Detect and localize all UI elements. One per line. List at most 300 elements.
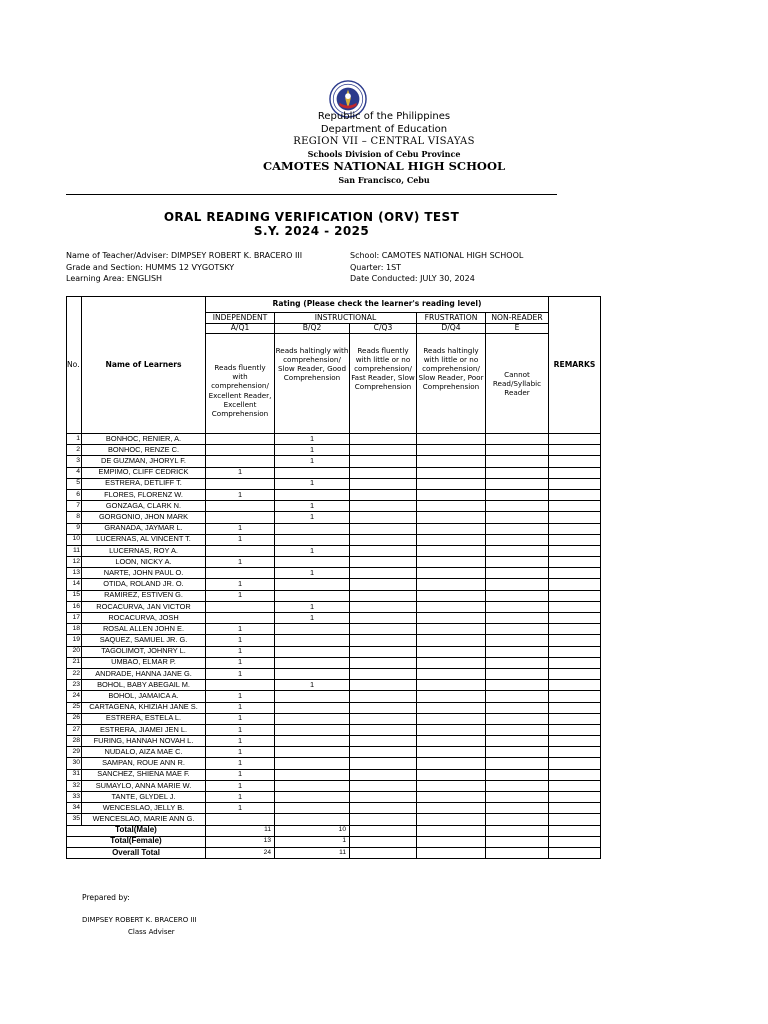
rating-d-cell[interactable] <box>417 613 486 624</box>
rating-b-cell[interactable] <box>275 657 350 668</box>
total-d <box>417 825 486 836</box>
orv-table <box>66 296 601 859</box>
code-c: C/Q3 <box>350 324 417 334</box>
rating-e-cell[interactable] <box>486 747 549 758</box>
rating-a-cell[interactable]: 1 <box>206 534 275 545</box>
remarks-cell[interactable] <box>549 456 601 467</box>
rating-b-cell[interactable]: 1 <box>275 601 350 612</box>
rating-d-cell[interactable] <box>417 434 486 445</box>
learner-name: CARTAGENA, KHIZIAH JANE S. <box>82 702 206 713</box>
total-a: 24 <box>206 847 275 858</box>
rating-b-cell[interactable] <box>275 780 350 791</box>
rating-a-cell[interactable]: 1 <box>206 758 275 769</box>
row-number: 17 <box>67 613 82 624</box>
remarks-cell[interactable] <box>549 445 601 456</box>
rating-d-cell[interactable] <box>417 523 486 534</box>
code-a: A/Q1 <box>206 324 275 334</box>
rating-e-cell[interactable] <box>486 568 549 579</box>
rating-d-cell[interactable] <box>417 635 486 646</box>
rating-d-cell[interactable] <box>417 657 486 668</box>
table-row <box>67 601 601 612</box>
rating-b-cell[interactable]: 1 <box>275 512 350 523</box>
remarks-cell[interactable] <box>549 590 601 601</box>
rating-a-cell[interactable]: 1 <box>206 668 275 679</box>
rating-c-cell[interactable] <box>350 736 417 747</box>
rating-d-cell[interactable] <box>417 478 486 489</box>
rating-c-cell[interactable] <box>350 680 417 691</box>
info-grade: Grade and Section: HUMMS 12 VYGOTSKY <box>66 263 235 272</box>
rating-c-cell[interactable] <box>350 601 417 612</box>
remarks-cell[interactable] <box>549 691 601 702</box>
rating-b-cell[interactable] <box>275 691 350 702</box>
rating-b-cell[interactable] <box>275 668 350 679</box>
rating-c-cell[interactable] <box>350 780 417 791</box>
rating-e-cell[interactable] <box>486 601 549 612</box>
rating-c-cell[interactable] <box>350 445 417 456</box>
rating-a-cell[interactable]: 1 <box>206 523 275 534</box>
learner-name: NARTE, JOHN PAUL O. <box>82 568 206 579</box>
table-row <box>67 590 601 601</box>
rating-e-cell[interactable] <box>486 769 549 780</box>
rating-d-cell[interactable] <box>417 792 486 803</box>
rating-e-cell[interactable] <box>486 545 549 556</box>
rating-e-cell[interactable] <box>486 758 549 769</box>
total-label: Overall Total <box>67 847 206 858</box>
learner-name: BONHOC, RENZE C. <box>82 445 206 456</box>
table-row <box>67 579 601 590</box>
remarks-cell[interactable] <box>549 780 601 791</box>
learner-name: ESTRERA, ESTELA L. <box>82 713 206 724</box>
header-department: Department of Education <box>320 124 448 135</box>
table-row <box>67 769 601 780</box>
rating-e-cell[interactable] <box>486 736 549 747</box>
rating-b-cell[interactable]: 1 <box>275 434 350 445</box>
rating-e-cell[interactable] <box>486 467 549 478</box>
rating-a-cell[interactable] <box>206 445 275 456</box>
rating-c-cell[interactable] <box>350 792 417 803</box>
preparer-name: DIMPSEY ROBERT K. BRACERO III <box>82 916 197 924</box>
total-a: 13 <box>206 836 275 847</box>
rating-c-cell[interactable] <box>350 803 417 814</box>
rating-a-cell[interactable]: 1 <box>206 792 275 803</box>
row-number: 8 <box>67 512 82 523</box>
rating-e-cell[interactable] <box>486 691 549 702</box>
rating-b-cell[interactable] <box>275 557 350 568</box>
rating-e-cell[interactable] <box>486 434 549 445</box>
rating-c-cell[interactable] <box>350 501 417 512</box>
rating-d-cell[interactable] <box>417 456 486 467</box>
rating-a-cell[interactable] <box>206 814 275 825</box>
rating-c-cell[interactable] <box>350 713 417 724</box>
total-d <box>417 836 486 847</box>
remarks-cell[interactable] <box>549 702 601 713</box>
rating-a-cell[interactable]: 1 <box>206 646 275 657</box>
rating-c-cell[interactable] <box>350 747 417 758</box>
desc-c: Reads fluently with little or no comprehension/ Fast Reader, Slow Comprehension <box>350 334 417 434</box>
row-number: 3 <box>67 456 82 467</box>
rating-b-cell[interactable] <box>275 702 350 713</box>
rating-c-cell[interactable] <box>350 467 417 478</box>
rating-c-cell[interactable] <box>350 568 417 579</box>
remarks-cell[interactable] <box>549 478 601 489</box>
rating-b-cell[interactable] <box>275 769 350 780</box>
no-header: No. <box>67 297 82 434</box>
table-row <box>67 736 601 747</box>
info-teacher: Name of Teacher/Adviser: DIMPSEY ROBERT K. BRACERO III <box>66 251 303 260</box>
total-b: 11 <box>275 847 350 858</box>
rating-c-cell[interactable] <box>350 523 417 534</box>
remarks-cell[interactable] <box>549 568 601 579</box>
rating-b-cell[interactable] <box>275 792 350 803</box>
total-a: 11 <box>206 825 275 836</box>
rating-d-cell[interactable] <box>417 814 486 825</box>
info-area: Learning Area: ENGLISH <box>66 274 163 283</box>
rating-d-cell[interactable] <box>417 501 486 512</box>
name-header: Name of Learners <box>82 297 206 434</box>
rating-c-cell[interactable] <box>350 478 417 489</box>
rating-b-cell[interactable] <box>275 534 350 545</box>
rating-d-cell[interactable] <box>417 624 486 635</box>
rating-c-cell[interactable] <box>350 657 417 668</box>
remarks-cell[interactable] <box>549 635 601 646</box>
remarks-cell[interactable] <box>549 803 601 814</box>
rating-c-cell[interactable] <box>350 624 417 635</box>
rating-c-cell[interactable] <box>350 769 417 780</box>
rating-d-cell[interactable] <box>417 724 486 735</box>
rating-b-cell[interactable] <box>275 624 350 635</box>
row-number: 29 <box>67 747 82 758</box>
rating-e-cell[interactable] <box>486 624 549 635</box>
remarks-cell[interactable] <box>549 489 601 500</box>
table-row <box>67 501 601 512</box>
rating-e-cell[interactable] <box>486 814 549 825</box>
rating-a-cell[interactable] <box>206 456 275 467</box>
total-b: 10 <box>275 825 350 836</box>
remarks-cell[interactable] <box>549 545 601 556</box>
rating-a-cell[interactable] <box>206 501 275 512</box>
learner-name: ANDRADE, HANNA JANE G. <box>82 668 206 679</box>
rating-b-cell[interactable]: 1 <box>275 680 350 691</box>
remarks-cell[interactable] <box>549 624 601 635</box>
table-row <box>67 724 601 735</box>
remarks-cell[interactable] <box>549 792 601 803</box>
rating-a-cell[interactable] <box>206 680 275 691</box>
rating-d-cell[interactable] <box>417 769 486 780</box>
rating-c-cell[interactable] <box>350 557 417 568</box>
rating-e-cell[interactable] <box>486 646 549 657</box>
rating-d-cell[interactable] <box>417 512 486 523</box>
learner-name: WENCESLAO, MARIE ANN G. <box>82 814 206 825</box>
rating-b-cell[interactable] <box>275 736 350 747</box>
remarks-cell[interactable] <box>549 601 601 612</box>
rating-e-cell[interactable] <box>486 478 549 489</box>
rating-b-cell[interactable] <box>275 579 350 590</box>
learner-name: GRANADA, JAYMAR L. <box>82 523 206 534</box>
total-b: 1 <box>275 836 350 847</box>
table-row <box>67 467 601 478</box>
remarks-cell[interactable] <box>549 613 601 624</box>
rating-b-cell[interactable]: 1 <box>275 545 350 556</box>
level-instructional: INSTRUCTIONAL <box>275 313 417 324</box>
rating-b-cell[interactable] <box>275 590 350 601</box>
rating-c-cell[interactable] <box>350 646 417 657</box>
rating-a-cell[interactable]: 1 <box>206 702 275 713</box>
header-region: REGION VII – CENTRAL VISAYAS <box>293 136 475 147</box>
table-row <box>67 624 601 635</box>
rating-a-cell[interactable]: 1 <box>206 724 275 735</box>
table-row <box>67 635 601 646</box>
row-number: 6 <box>67 489 82 500</box>
rating-d-cell[interactable] <box>417 579 486 590</box>
remarks-cell[interactable] <box>549 646 601 657</box>
rating-c-cell[interactable] <box>350 702 417 713</box>
rating-a-cell[interactable] <box>206 434 275 445</box>
learner-name: ESTRERA, DETLIFF T. <box>82 478 206 489</box>
row-number: 12 <box>67 557 82 568</box>
rating-e-cell[interactable] <box>486 489 549 500</box>
table-row <box>67 545 601 556</box>
row-number: 31 <box>67 769 82 780</box>
rating-d-cell[interactable] <box>417 467 486 478</box>
rating-b-cell[interactable] <box>275 814 350 825</box>
rating-d-cell[interactable] <box>417 568 486 579</box>
rating-d-cell[interactable] <box>417 534 486 545</box>
rating-b-cell[interactable]: 1 <box>275 613 350 624</box>
rating-d-cell[interactable] <box>417 545 486 556</box>
rating-d-cell[interactable] <box>417 780 486 791</box>
learner-name: RAMIREZ, ESTIVEN G. <box>82 590 206 601</box>
rating-e-cell[interactable] <box>486 724 549 735</box>
rating-c-cell[interactable] <box>350 590 417 601</box>
rating-c-cell[interactable] <box>350 456 417 467</box>
rating-e-cell[interactable] <box>486 579 549 590</box>
learner-name: BONHOC, RENIER, A. <box>82 434 206 445</box>
rating-c-cell[interactable] <box>350 545 417 556</box>
rating-a-cell[interactable]: 1 <box>206 624 275 635</box>
rating-a-cell[interactable]: 1 <box>206 635 275 646</box>
table-row <box>67 534 601 545</box>
rating-c-cell[interactable] <box>350 758 417 769</box>
rating-e-cell[interactable] <box>486 456 549 467</box>
table-row <box>67 657 601 668</box>
header-republic: Republic of the Philippines <box>317 111 451 122</box>
learner-name: ESTRERA, JIAMEI JEN L. <box>82 724 206 735</box>
rating-c-cell[interactable] <box>350 489 417 500</box>
total-remarks <box>549 825 601 836</box>
table-row <box>67 803 601 814</box>
rating-d-cell[interactable] <box>417 489 486 500</box>
rating-e-cell[interactable] <box>486 557 549 568</box>
remarks-cell[interactable] <box>549 501 601 512</box>
remarks-cell[interactable] <box>549 736 601 747</box>
remarks-cell[interactable] <box>549 668 601 679</box>
remarks-cell[interactable] <box>549 579 601 590</box>
row-number: 7 <box>67 501 82 512</box>
rating-a-cell[interactable] <box>206 545 275 556</box>
rating-d-cell[interactable] <box>417 702 486 713</box>
learner-name: GORGONIO, JHON MARK <box>82 512 206 523</box>
rating-e-cell[interactable] <box>486 534 549 545</box>
rating-e-cell[interactable] <box>486 501 549 512</box>
rating-b-cell[interactable]: 1 <box>275 445 350 456</box>
total-c <box>350 836 417 847</box>
rating-b-cell[interactable]: 1 <box>275 501 350 512</box>
learner-name: TANTE, GLYDEL J. <box>82 792 206 803</box>
remarks-cell[interactable] <box>549 557 601 568</box>
rating-b-cell[interactable] <box>275 713 350 724</box>
rating-a-cell[interactable] <box>206 512 275 523</box>
rating-e-cell[interactable] <box>486 445 549 456</box>
rating-b-cell[interactable] <box>275 803 350 814</box>
learner-name: FLORES, FLORENZ W. <box>82 489 206 500</box>
row-number: 16 <box>67 601 82 612</box>
row-number: 28 <box>67 736 82 747</box>
rating-b-cell[interactable] <box>275 635 350 646</box>
rating-c-cell[interactable] <box>350 635 417 646</box>
level-frustration: FRUSTRATION <box>417 313 486 324</box>
remarks-cell[interactable] <box>549 467 601 478</box>
rating-c-cell[interactable] <box>350 512 417 523</box>
rating-b-cell[interactable] <box>275 489 350 500</box>
rating-a-cell[interactable] <box>206 613 275 624</box>
rating-a-cell[interactable] <box>206 568 275 579</box>
rating-e-cell[interactable] <box>486 780 549 791</box>
rating-e-cell[interactable] <box>486 590 549 601</box>
rating-e-cell[interactable] <box>486 702 549 713</box>
rating-a-cell[interactable]: 1 <box>206 557 275 568</box>
remarks-cell[interactable] <box>549 747 601 758</box>
rating-e-cell[interactable] <box>486 613 549 624</box>
rating-b-cell[interactable] <box>275 724 350 735</box>
total-label: Total(Male) <box>67 825 206 836</box>
rating-a-cell[interactable]: 1 <box>206 769 275 780</box>
table-row <box>67 445 601 456</box>
rating-a-cell[interactable]: 1 <box>206 590 275 601</box>
rating-a-cell[interactable]: 1 <box>206 579 275 590</box>
rating-d-cell[interactable] <box>417 758 486 769</box>
remarks-cell[interactable] <box>549 512 601 523</box>
rating-b-cell[interactable]: 1 <box>275 456 350 467</box>
row-number: 33 <box>67 792 82 803</box>
rating-d-cell[interactable] <box>417 691 486 702</box>
rating-b-cell[interactable]: 1 <box>275 478 350 489</box>
rating-c-cell[interactable] <box>350 814 417 825</box>
total-e <box>486 825 549 836</box>
rating-d-cell[interactable] <box>417 747 486 758</box>
rating-b-cell[interactable]: 1 <box>275 568 350 579</box>
rating-b-cell[interactable] <box>275 467 350 478</box>
remarks-cell[interactable] <box>549 434 601 445</box>
rating-e-cell[interactable] <box>486 680 549 691</box>
rating-a-cell[interactable]: 1 <box>206 489 275 500</box>
remarks-cell[interactable] <box>549 758 601 769</box>
row-number: 10 <box>67 534 82 545</box>
rating-e-cell[interactable] <box>486 792 549 803</box>
remarks-cell[interactable] <box>549 657 601 668</box>
code-e: E <box>486 324 549 334</box>
rating-c-cell[interactable] <box>350 668 417 679</box>
rating-b-cell[interactable] <box>275 758 350 769</box>
rating-e-cell[interactable] <box>486 512 549 523</box>
table-row <box>67 568 601 579</box>
rating-d-cell[interactable] <box>417 713 486 724</box>
total-row <box>67 825 601 836</box>
rating-b-cell[interactable] <box>275 646 350 657</box>
row-number: 34 <box>67 803 82 814</box>
rating-b-cell[interactable] <box>275 523 350 534</box>
header-school: CAMOTES NATIONAL HIGH SCHOOL <box>262 159 506 173</box>
remarks-cell[interactable] <box>549 680 601 691</box>
table-row <box>67 668 601 679</box>
rating-c-cell[interactable] <box>350 724 417 735</box>
remarks-cell[interactable] <box>549 814 601 825</box>
rating-d-cell[interactable] <box>417 668 486 679</box>
row-number: 9 <box>67 523 82 534</box>
rating-d-cell[interactable] <box>417 646 486 657</box>
remarks-cell[interactable] <box>549 534 601 545</box>
rating-e-cell[interactable] <box>486 635 549 646</box>
rating-e-cell[interactable] <box>486 657 549 668</box>
learner-name: BOHOL, JAMAICA A. <box>82 691 206 702</box>
remarks-cell[interactable] <box>549 769 601 780</box>
remarks-cell[interactable] <box>549 523 601 534</box>
rating-b-cell[interactable] <box>275 747 350 758</box>
table-row <box>67 489 601 500</box>
rating-e-cell[interactable] <box>486 713 549 724</box>
remarks-cell[interactable] <box>549 713 601 724</box>
rating-d-cell[interactable] <box>417 590 486 601</box>
rating-c-cell[interactable] <box>350 613 417 624</box>
rating-c-cell[interactable] <box>350 434 417 445</box>
rating-d-cell[interactable] <box>417 557 486 568</box>
rating-a-cell[interactable] <box>206 478 275 489</box>
rating-a-cell[interactable]: 1 <box>206 803 275 814</box>
rating-a-cell[interactable]: 1 <box>206 713 275 724</box>
rating-c-cell[interactable] <box>350 579 417 590</box>
rating-e-cell[interactable] <box>486 523 549 534</box>
rating-a-cell[interactable]: 1 <box>206 657 275 668</box>
rating-e-cell[interactable] <box>486 668 549 679</box>
remarks-header: REMARKS <box>549 297 601 434</box>
info-school: School: CAMOTES NATIONAL HIGH SCHOOL <box>350 251 524 260</box>
table-row <box>67 747 601 758</box>
preparer-role: Class Adviser <box>128 928 175 936</box>
row-number: 18 <box>67 624 82 635</box>
rating-c-cell[interactable] <box>350 534 417 545</box>
rating-d-cell[interactable] <box>417 803 486 814</box>
rating-a-cell[interactable]: 1 <box>206 780 275 791</box>
learner-name: ROSAL ALLEN JOHN E. <box>82 624 206 635</box>
rating-a-cell[interactable]: 1 <box>206 747 275 758</box>
rating-c-cell[interactable] <box>350 691 417 702</box>
learner-name: OTIDA, ROLAND JR. O. <box>82 579 206 590</box>
rating-d-cell[interactable] <box>417 736 486 747</box>
rating-d-cell[interactable] <box>417 680 486 691</box>
level-independent: INDEPENDENT <box>206 313 275 324</box>
total-remarks <box>549 836 601 847</box>
rating-d-cell[interactable] <box>417 445 486 456</box>
total-e <box>486 836 549 847</box>
row-number: 23 <box>67 680 82 691</box>
rating-a-cell[interactable]: 1 <box>206 467 275 478</box>
rating-a-cell[interactable]: 1 <box>206 691 275 702</box>
prepared-by-label: Prepared by: <box>82 893 130 902</box>
rating-d-cell[interactable] <box>417 601 486 612</box>
rating-e-cell[interactable] <box>486 803 549 814</box>
rating-a-cell[interactable] <box>206 601 275 612</box>
remarks-cell[interactable] <box>549 724 601 735</box>
rating-a-cell[interactable]: 1 <box>206 736 275 747</box>
